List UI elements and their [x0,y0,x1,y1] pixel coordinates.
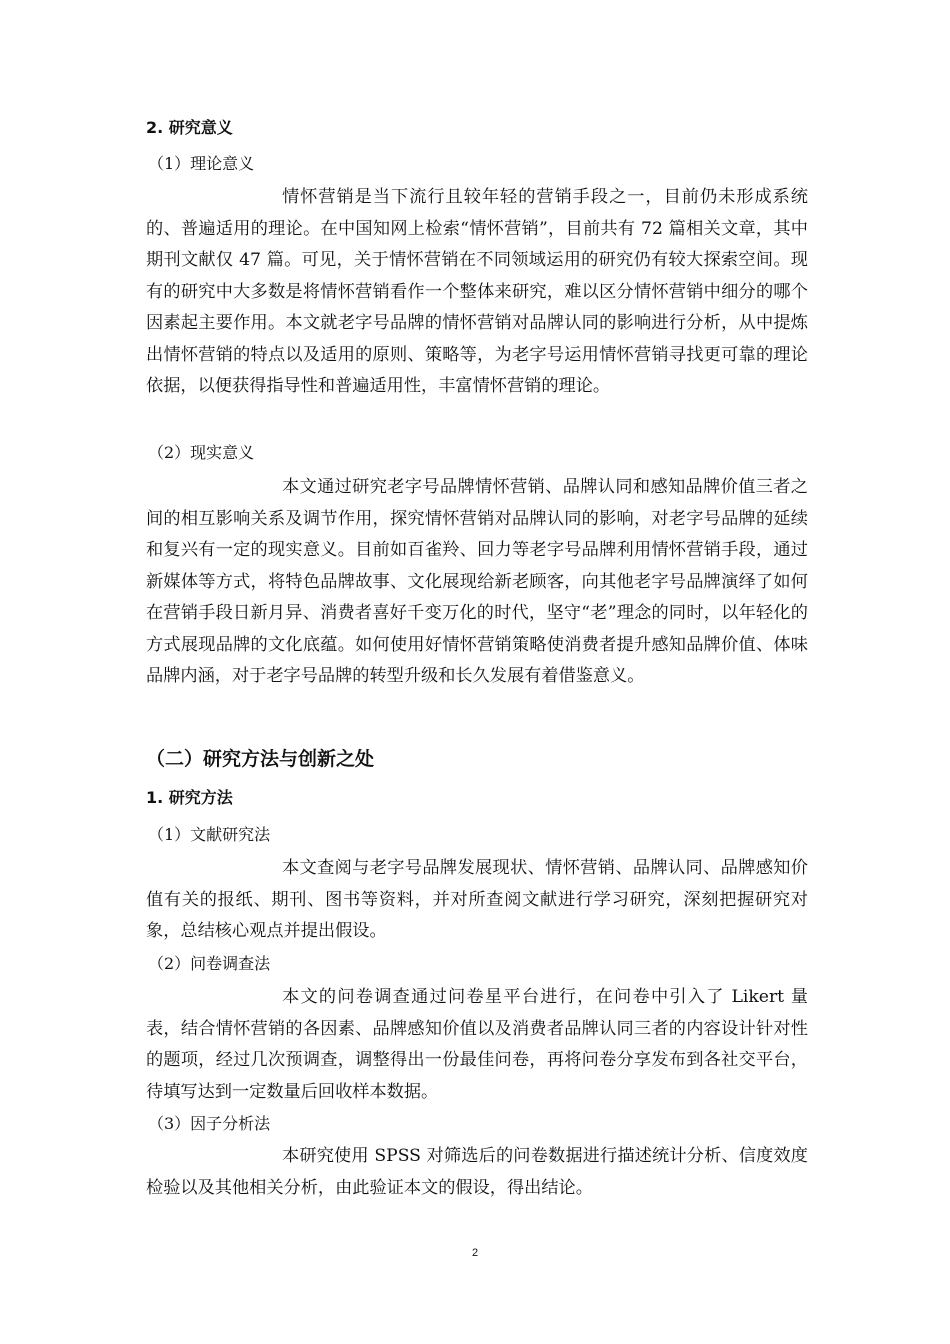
heading-research-methods: 1. 研究方法 [146,788,233,807]
paragraph-factor-analysis-method: 本研究使用 SPSS 对筛选后的问卷数据进行描述统计分析、信度效度检验以及其他相关分析，由此验证本文的假设，得出结论。 [146,1146,808,1198]
heading-survey-method: （2）问卷调查法 [148,954,271,973]
page-number: 2 [471,1247,479,1259]
paragraph-theoretical-significance: 情怀营销是当下流行且较年轻的营销手段之一，目前仍未形成系统的、普遍适用的理论。在中国知网上检索“情怀营销”，目前共有 72 篇相关文章，其中期刊文献仅 47 篇。可见，关于情怀营销在不同领域运用的研究仍有较大探索空间。现有的研究中大多数是将情怀营销看作一个整体来研究，难以区分情怀营销中细分的哪个因素起主要作用。本文就老字号品牌的情怀营销对品牌认同的影响进行分析，从中提炼出情怀营销的特点以及适用的原则、策略等，为老字号运用情怀营销寻找更可靠的理论依据，以便获得指导性和普遍适用性，丰富情怀营销的理论。 [146,187,808,396]
paragraph-practical-significance: 本文通过研究老字号品牌情怀营销、品牌认同和感知品牌价值三者之间的相互影响关系及调节作用，探究情怀营销对品牌认同的影响，对老字号品牌的延续和复兴有一定的现实意义。目前如百雀羚、回力等老字号品牌利用情怀营销手段，通过新媒体等方式，将特色品牌故事、文化展现给新老顾客，向其他老字号品牌演绎了如何在营销手段日新月异、消费者喜好千变万化的时代，坚守“老”理念的同时，以年轻化的方式展现品牌的文化底蕴。如何使用好情怀营销策略使消费者提升感知品牌价值、体味品牌内涵，对于老字号品牌的转型升级和长久发展有着借鉴意义。 [146,477,808,686]
paragraph-survey-method: 本文的问卷调查通过问卷星平台进行，在问卷中引入了 Likert 量表，结合情怀营销的各因素、品牌感知价值以及消费者品牌认同三者的内容设计针对性的题项，经过几次预调查，调整得出一份最佳问卷，再将问卷分享发布到各社交平台，待填写达到一定数量后回收样本数据。 [146,987,808,1102]
heading-factor-analysis-method: （3）因子分析法 [148,1114,271,1133]
heading-practical-significance: （2）现实意义 [148,443,255,462]
heading-methods-and-innovation: （二）研究方法与创新之处 [146,748,375,770]
heading-literature-method: （1）文献研究法 [148,825,271,844]
paragraph-literature-method: 本文查阅与老字号品牌发展现状、情怀营销、品牌认同、品牌感知价值有关的报纸、期刊、图书等资料，并对所查阅文献进行学习研究，深刻把握研究对象，总结核心观点并提出假设。 [146,858,808,941]
heading-research-significance: 2. 研究意义 [146,118,233,137]
heading-theoretical-significance: （1）理论意义 [148,154,255,173]
